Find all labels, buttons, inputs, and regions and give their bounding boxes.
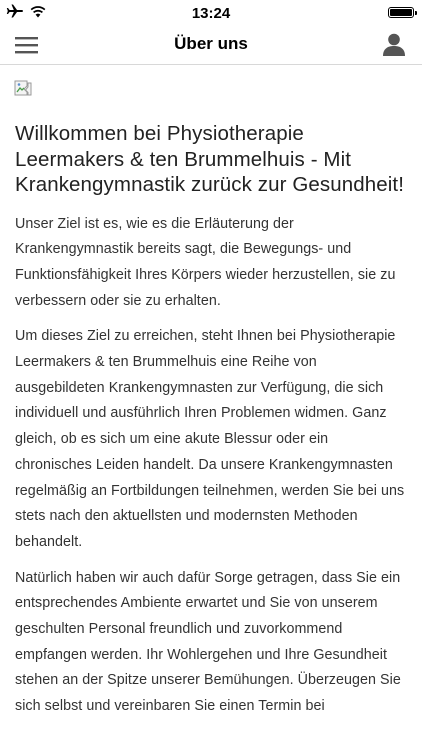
hamburger-menu-icon[interactable] <box>14 34 40 56</box>
status-bar <box>0 0 422 26</box>
page-title: Über uns <box>174 34 248 53</box>
ambience-paragraph: Natürlich haben wir auch dafür Sorge getragen, dass Sie ein entsprechendes Ambiente erwartet und Sie von unserem geschulten Personal freundlich und zuvorkommend empfangen werden. Ihr Wohlergehen und Ihre Gesundheit stehen an der Spitze unserer Bemühungen. Überzeugen Sie sich selbst und vereinbaren Sie einen Termin bei <box>15 569 401 715</box>
team-paragraph: Um dieses Ziel zu erreichen, steht Ihnen bei Physiotherapie Leermakers & ten Brummelhuis eine Reihe von ausgebildeten Krankengymnasten zur Verfügung, die sich individuell und ausführlich Ihren Problemen widmen. Ganz gleich, ob es sich um eine akute Blessur oder ein chronisches Leiden handelt. Da unsere Krankengymnasten regelmäßig an Fortbildungen teilnehmen, werden Sie bei uns stets nach den aktuellsten und modernsten Methoden behandelt. <box>15 328 405 550</box>
battery-icon <box>388 7 414 18</box>
page-content <box>0 65 422 720</box>
intro-paragraph: Unser Ziel ist es, wie es die Erläuterung der Krankengymnastik bereits sagt, die Bewegungs- und Funktionsfähigkeit Ihres Körpers wieder herzustellen, sie zu verbessern oder sie zu erhalten. <box>15 215 396 309</box>
user-profile-icon[interactable] <box>380 30 408 58</box>
welcome-headline: Willkommen bei Physiotherapie Leermakers & ten Brummelhuis - Mit Krankengymnastik zurück zur Gesundheit! <box>15 122 405 196</box>
navigation-bar <box>0 26 422 65</box>
broken-image-icon <box>14 80 32 96</box>
status-time: 13:24 <box>191 5 231 22</box>
battery-level <box>390 9 412 16</box>
